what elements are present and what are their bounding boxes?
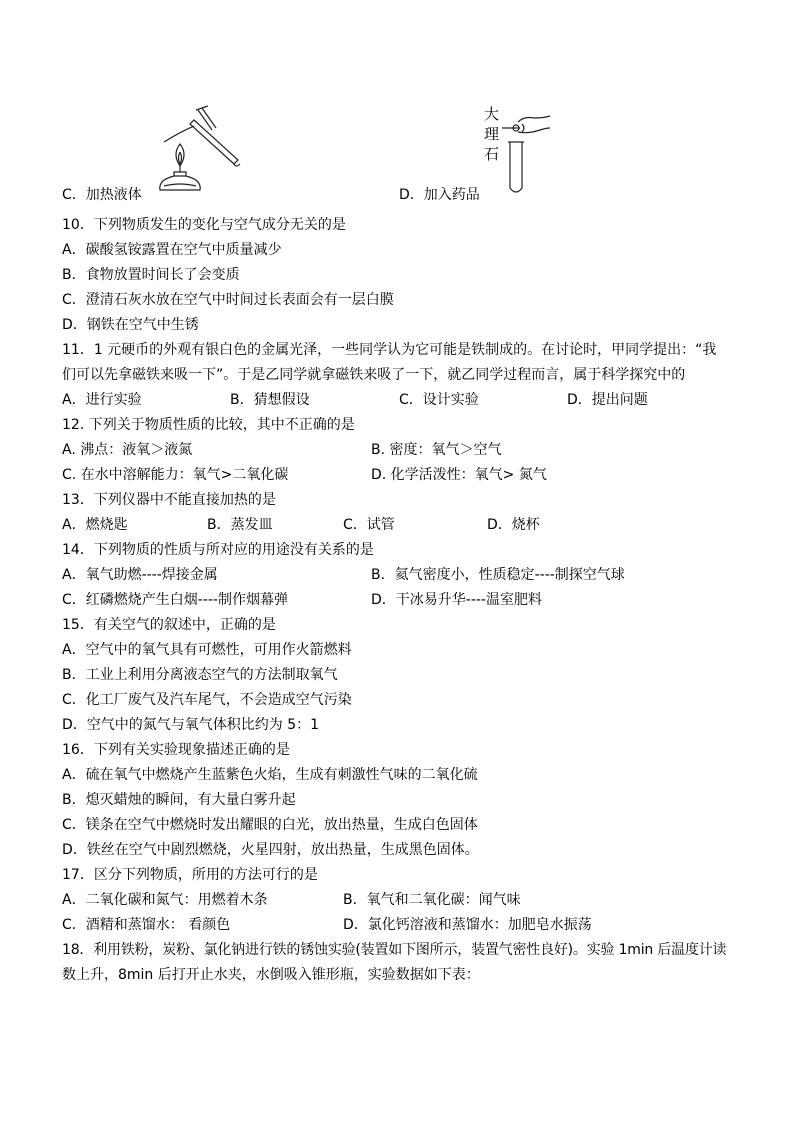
q16-option-c: C．镁条在空气中燃烧时发出耀眼的白光，放出热量，生成白色固体 <box>62 817 478 833</box>
q17-option-a: A．二氧化碳和氮气：用燃着木条 <box>62 892 268 908</box>
figure-d-caption: D．加入药品 <box>399 187 480 203</box>
q16-option-d: D．铁丝在空气中剧烈燃烧，火星四射，放出热量，生成黑色固体。 <box>62 842 479 858</box>
q12-option-b: B. 密度：氧气＞空气 <box>371 442 502 458</box>
q16-stem: 16．下列有关实验现象描述正确的是 <box>62 742 290 758</box>
q17-stem: 17．区分下列物质，所用的方法可行的是 <box>62 867 318 883</box>
q12-stem: 12. 下列关于物质性质的比较，其中不正确的是 <box>62 417 355 433</box>
q17-option-b: B．氧气和二氧化碳：闻气味 <box>343 892 521 908</box>
marble-label-2: 理 <box>484 125 500 143</box>
q10-option-b: B．食物放置时间长了会变质 <box>62 267 240 283</box>
q15-option-a: A．空气中的氧气具有可燃性，可用作火箭燃料 <box>62 642 352 658</box>
q11-stem-line-1: 11．1 元硬币的外观有银白色的金属光泽，一些同学认为它可能是铁制成的。在讨论时，甲同学提出：“我 <box>62 342 717 358</box>
q14-option-d: D．干冰易升华----温室肥料 <box>371 592 542 608</box>
q11-stem-line-2: 们可以先拿磁铁来吸一下”。于是乙同学就拿磁铁来吸了一下，就乙同学过程而言，属于科学探究中的 <box>62 367 686 383</box>
q13-option-d: D．烧杯 <box>487 517 540 533</box>
q11-option-a: A．进行实验 <box>62 392 142 408</box>
marble-label-1: 大 <box>484 105 500 123</box>
marble-label-3: 石 <box>484 145 500 163</box>
q12-option-d: D. 化学活泼性：氧气> 氮气 <box>371 467 547 483</box>
q18-stem-line-1: 18．利用铁粉，炭粉、氯化钠进行铁的锈蚀实验(装置如下图所示，装置气密性良好)。实验 1min 后温度计读 <box>62 942 727 958</box>
q10-option-a: A．碳酸氢铵露置在空气中质量减少 <box>62 242 282 258</box>
q15-option-d: D．空气中的氮气与氧气体积比约为 5：1 <box>62 717 320 733</box>
q12-option-a: A. 沸点：液氧＞液氮 <box>62 442 193 458</box>
q11-option-b: B．猜想假设 <box>230 392 310 408</box>
q13-option-a: A．燃烧匙 <box>62 517 128 533</box>
q15-option-c: C．化工厂废气及汽车尾气，不会造成空气污染 <box>62 692 352 708</box>
q14-option-c: C．红磷燃烧产生白烟----制作烟幕弹 <box>62 592 288 608</box>
figure-c-caption: C．加热液体 <box>62 187 142 203</box>
q10-stem: 10．下列物质发生的变化与空气成分无关的是 <box>62 217 346 233</box>
q16-option-a: A．硫在氧气中燃烧产生蓝紫色火焰，生成有刺激性气味的二氧化硫 <box>62 767 478 783</box>
q14-option-b: B．氦气密度小，性质稳定----制探空气球 <box>371 567 625 583</box>
q14-option-a: A．氧气助燃----焊接金属 <box>62 567 218 583</box>
q13-option-c: C．试管 <box>343 517 395 533</box>
q17-option-d: D．氯化钙溶液和蒸馏水：加肥皂水振荡 <box>343 917 592 933</box>
q15-stem: 15．有关空气的叙述中，正确的是 <box>62 617 276 633</box>
q11-option-c: C．设计实验 <box>399 392 479 408</box>
q17-option-c: C．酒精和蒸馏水： 看颜色 <box>62 917 231 933</box>
q10-option-d: D．钢铁在空气中生锈 <box>62 317 199 333</box>
q14-stem: 14．下列物质的性质与所对应的用途没有关系的是 <box>62 542 374 558</box>
q15-option-b: B．工业上利用分离液态空气的方法制取氧气 <box>62 667 338 683</box>
q12-option-c: C. 在水中溶解能力：氧气>二氧化碳 <box>62 467 289 483</box>
heating-liquid-figure <box>150 102 250 198</box>
q18-stem-line-2: 数上升，8min 后打开止水夹，水倒吸入锥形瓶，实验数据如下表： <box>62 967 480 983</box>
q11-option-d: D．提出问题 <box>567 392 648 408</box>
q13-option-b: B．蒸发皿 <box>207 517 273 533</box>
q13-stem: 13．下列仪器中不能直接加热的是 <box>62 492 276 508</box>
add-reagent-figure <box>500 108 552 196</box>
q10-option-c: C．澄清石灰水放在空气中时间过长表面会有一层白膜 <box>62 292 394 308</box>
q16-option-b: B．熄灭蜡烛的瞬间，有大量白雾升起 <box>62 792 296 808</box>
